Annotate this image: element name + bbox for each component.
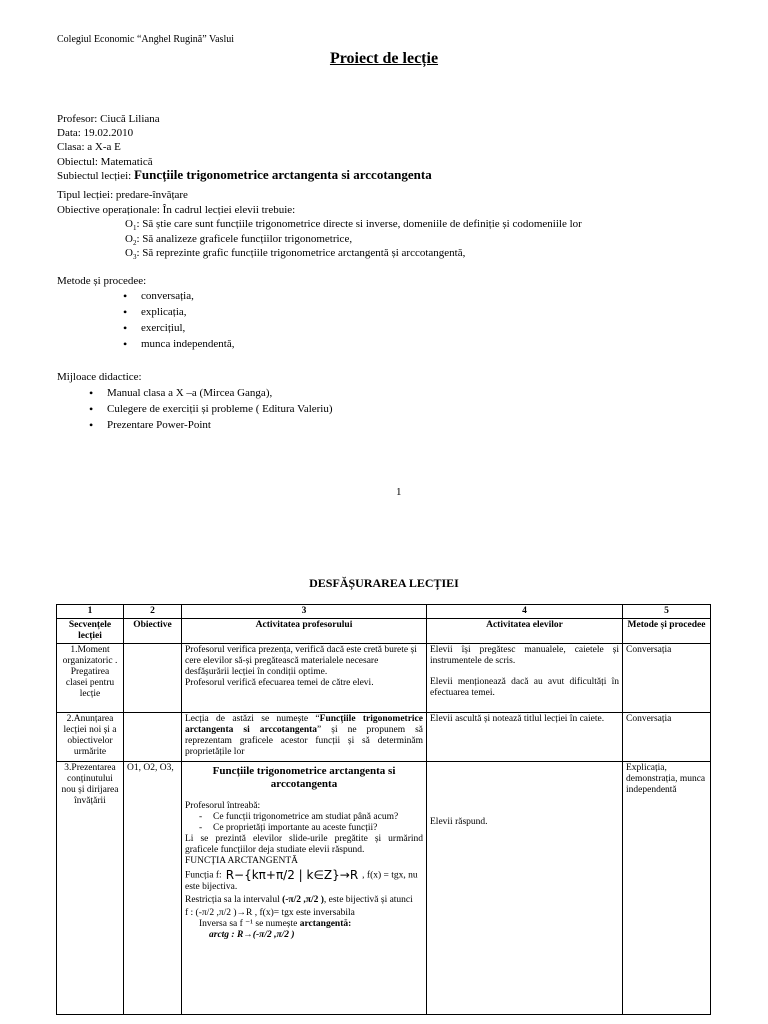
objectives-cell: [124, 644, 182, 713]
methods-cell: Explicația, demonstrația, munca independentă: [623, 762, 711, 1015]
objective-1: $O_1$: Să știe care sunt funcțiile trigonometrice directe si inverse, domeniile de definiție și codomeniile lor: [125, 218, 582, 233]
function-heading: FUNCȚIA ARCTANGENTĂ: [185, 856, 298, 866]
restriction-line: Restricția sa la intervalul (-π/2 ,π/2 ), este bijectivă și atunci: [185, 894, 413, 905]
teacher-text: Profesorul verifica prezența, verifică dacă este cretă burete și cere elevilor să-și pregătească materialele necesare desfășurării lecției în condiții optime.: [185, 645, 417, 677]
objectives-cell: O1, O2, O3,: [124, 762, 182, 1015]
means-label: Mijloace didactice:: [57, 371, 142, 383]
means-item: • Prezentare Power-Point: [107, 417, 333, 433]
function-domain-formula: R−{kπ+π/2 | k∈Z}→R: [225, 868, 359, 882]
column-header: Metode și procedee: [623, 619, 711, 644]
sequence-cell: 3.Prezentarea conținutului nou și dirijarea învățării: [57, 762, 124, 1015]
methods-cell: Conversația: [623, 644, 711, 713]
question-item: - Ce proprietăți importante au aceste funcții?: [199, 823, 423, 834]
column-number: 3: [182, 605, 427, 619]
students-text: Elevii răspund.: [430, 817, 488, 827]
methods-item: • munca independentă,: [141, 336, 234, 352]
subject-line: Obiectul: Matematică: [57, 156, 153, 168]
teacher-activity-cell: Lecția de astăzi se numește “Funcțiile trigonometrice arctangenta si arccotangenta” și ne propunem să reprezentam graficele acestor funcții și să determinăm proprietățile lor: [182, 713, 427, 762]
teacher-activity-cell: [182, 644, 427, 713]
teacher-activity-cell: [182, 762, 427, 1015]
function-definition: Funcția f: R−{kπ+π/2 | k∈Z}→R , f(x) = tgx, nu este bijectiva.: [185, 868, 418, 892]
methods-item: • exercițiul,: [141, 320, 234, 336]
objective-2: $O_2$: Să analizeze graficele funcțiilor trigonometrice,: [125, 233, 353, 248]
means-item: • Manual clasa a X –a (Mircea Ganga),: [107, 385, 333, 401]
table-row: [57, 713, 711, 762]
arctg-definition: arctg : R→(-π/2 ,π/2 ): [209, 929, 295, 940]
class-line: Clasa: a X-a E: [57, 141, 121, 153]
objectives-label: Obiective operaționale: În cadrul lecției elevii trebuie:: [57, 204, 296, 216]
inverse-line: Inversa sa f ⁻¹ se numește arctangentă:: [199, 918, 352, 929]
lesson-table: [56, 604, 711, 1015]
column-header: Secvențele lecției: [57, 619, 124, 644]
objectives-cell: [124, 713, 182, 762]
teacher-text: Profesorul întreabă:: [185, 801, 261, 811]
means-item: • Culegere de exerciții și probleme ( Editura Valeriu): [107, 401, 333, 417]
school-name: Colegiul Economic “Anghel Rugină” Vaslui: [57, 34, 235, 45]
students-activity-cell: [427, 644, 623, 713]
teacher-text: Li se prezintă elevilor slide-urile pregătite și urmărind graficele funcțiilor deja studiate elevii răspund.: [185, 834, 423, 855]
page-number: 1: [396, 486, 402, 498]
teacher-text: Profesorul verifică efecuarea temei de către elevi.: [185, 678, 374, 688]
column-number: 5: [623, 605, 711, 619]
students-activity-cell: [427, 762, 623, 1015]
column-number-row: [57, 605, 711, 619]
lesson-subject-line: [57, 169, 432, 182]
methods-item: • explicația,: [141, 304, 234, 320]
methods-label: Metode și procedee:: [57, 275, 147, 287]
question-item: - Ce funcții trigonometrice am studiat până acum?: [199, 812, 423, 823]
column-number: 2: [124, 605, 182, 619]
lesson-flow-title: DESFĂȘURAREA LECȚIEI: [309, 576, 459, 590]
lesson-subject-label: Subiectul lecției:: [57, 170, 134, 182]
table-row: [57, 644, 711, 713]
students-text: Elevii își pregătesc manualele, caietele și instrumentele de scris.: [430, 645, 619, 666]
column-header: Obiective: [124, 619, 182, 644]
column-header-row: [57, 619, 711, 644]
table-row: [57, 762, 711, 1015]
section-heading: Funcțiile trigonometrice arctangenta si arccotangenta: [212, 765, 396, 790]
column-number: 4: [427, 605, 623, 619]
students-text: Elevii menționează dacă au avut dificultăți în efectuarea temei.: [430, 677, 619, 698]
lesson-subject-title: Funcțiile trigonometrice arctangenta si arccotangenta: [133, 167, 432, 182]
methods-item: • conversația,: [141, 288, 234, 304]
methods-cell: Conversația: [623, 713, 711, 762]
means-list: [107, 385, 333, 433]
mapping-line: f : (-π/2 ,π/2 )→R , f(x)= tgx este inversabila: [185, 907, 355, 918]
page-title: Proiect de lecție: [329, 50, 439, 67]
sequence-cell: 2.Anunțarea lecției noi și a obiectivelor urmărite: [57, 713, 124, 762]
methods-list: [141, 288, 234, 352]
objective-3: $O_3$: Să reprezinte grafic funcțiile trigonometrice arctangentă și arccotangentă,: [125, 247, 466, 262]
column-header: Activitatea elevilor: [427, 619, 623, 644]
column-header: Activitatea profesorului: [182, 619, 427, 644]
date-line: Data: 19.02.2010: [57, 127, 134, 139]
sequence-cell: 1.Moment organizatoric . Pregatirea clasei pentru lecție: [57, 644, 124, 713]
students-activity-cell: Elevii ascultă și notează titlul lecției în caiete.: [427, 713, 623, 762]
column-number: 1: [57, 605, 124, 619]
teacher-line: Profesor: Ciucă Liliana: [57, 113, 160, 125]
lesson-type-line: Tipul lecției: predare-învățare: [57, 189, 188, 201]
